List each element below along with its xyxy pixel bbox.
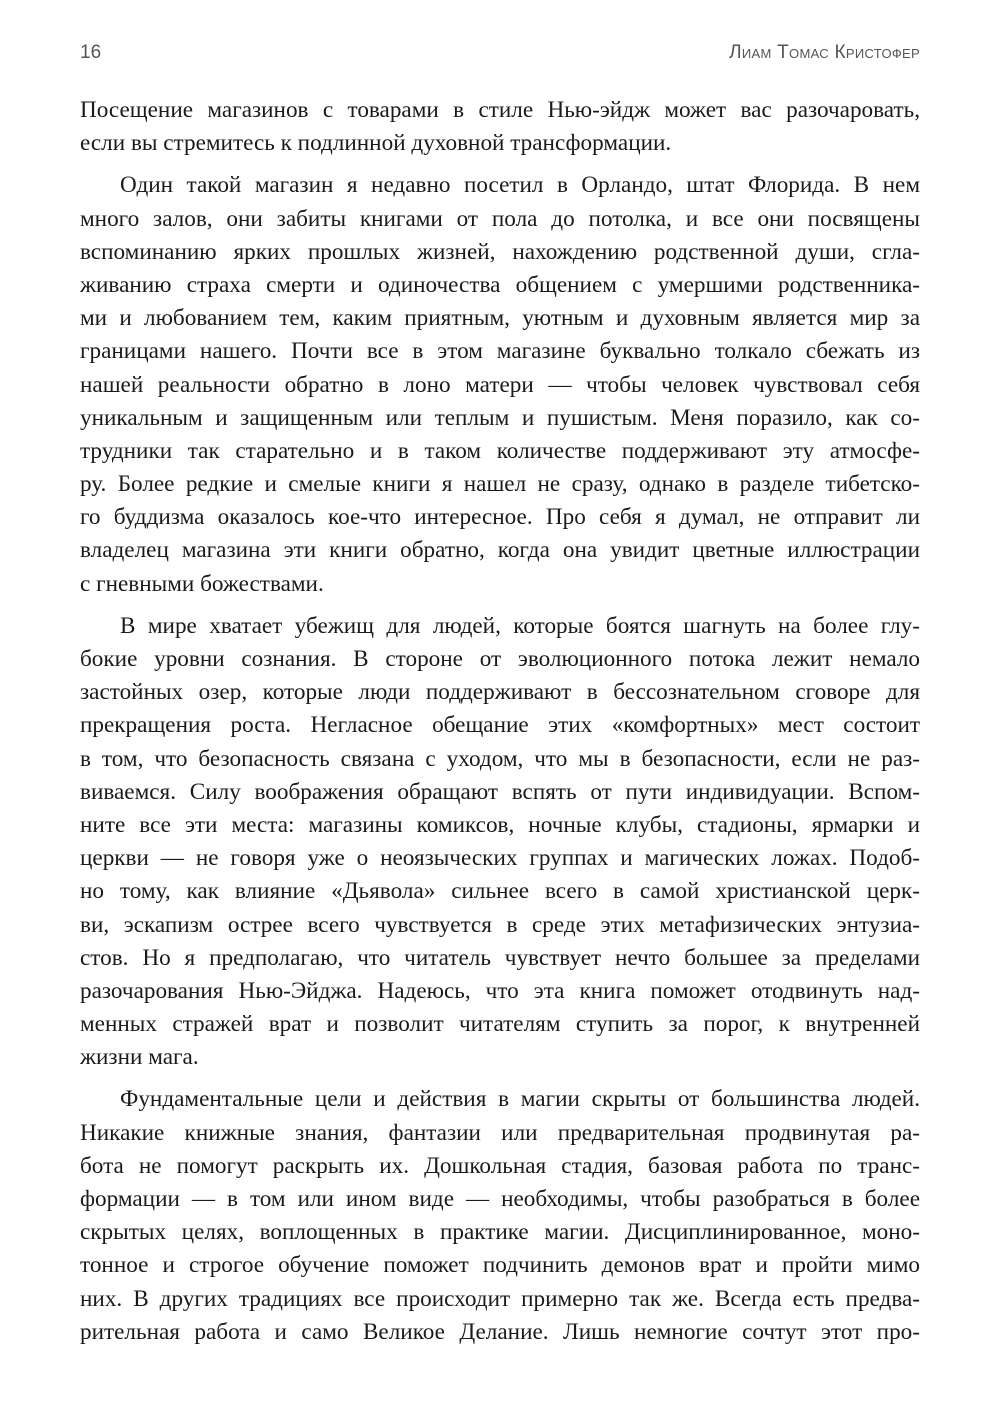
text-line: жизни мага. [80, 1044, 199, 1071]
text-line: застойных озер, которые люди поддерживают в бессознательном сговоре для [80, 679, 920, 706]
text-line: них. В других традициях все происходит примерно так же. Всегда есть предва- [80, 1285, 920, 1312]
text-line: нашей реальности обратно в лоно матери — чтобы человек чувствовал себя [80, 371, 920, 398]
text-line: менных стражей врат и позволит читателям ступить за порог, к внутренней [80, 1011, 920, 1038]
text-line: если вы стремитесь к подлинной духовной трансформации. [80, 130, 672, 157]
text-line: В мире хватает убежищ для людей, которые боятся шагнуть на более глу- [120, 612, 920, 639]
page-number: 16 [80, 42, 102, 63]
text-line: Никакие книжные знания, фантазии или предварительная продвинутая ра- [80, 1119, 920, 1146]
text-line: скрытых целях, воплощенных в практике магии. Дисциплинированное, моно- [80, 1219, 920, 1246]
text-line: с гневными божествами. [80, 570, 324, 597]
text-line: трудники так старательно и в таком количестве поддерживают эту атмосфе- [80, 437, 920, 464]
text-line: но тому, как влияние «Дьявола» сильнее всего в самой христианской церк- [80, 878, 920, 905]
text-line: стов. Но я предполагаю, что читатель чувствует нечто большее за пределами [80, 944, 920, 971]
text-line: тонное и строгое обучение поможет подчинить демонов врат и пройти мимо [80, 1252, 920, 1279]
text-line: вспоминанию ярких прошлых жизней, нахождению родственной души, сгла- [80, 238, 920, 265]
text-line: Посещение магазинов с товарами в стиле Нью-эйдж может вас разочаровать, [80, 97, 920, 123]
text-line: владелец магазина эти книги обратно, когда она увидит цветные иллюстрации [80, 537, 920, 564]
page-body [80, 94, 920, 1358]
paragraph [80, 94, 920, 160]
text-line: ми и любованием тем, каким приятным, уютным и духовным является мир за [80, 305, 920, 332]
text-line: ви, эскапизм острее всего чувствуется в среде этих метафизических энтузиа- [80, 911, 920, 938]
text-line: рительная работа и само Великое Делание. Лишь немногие сочтут этот про- [80, 1318, 920, 1345]
running-head: Лиам Томас Кристофер [729, 42, 920, 63]
paragraph [80, 169, 920, 600]
paragraph [80, 1083, 920, 1349]
paragraph [80, 610, 920, 1075]
text-line: бокие уровни сознания. В стороне от эволюционного потока лежит немало [80, 646, 920, 672]
text-line: церкви — не говоря уже о неоязыческих группах и магических ложах. Подоб- [80, 845, 920, 872]
text-line: Один такой магазин я недавно посетил в Орландо, штат Флорида. В нем [120, 172, 920, 199]
text-line: разочарования Нью-Эйджа. Надеюсь, что эта книга поможет отодвинуть над- [80, 977, 920, 1004]
text-line: го буддизма оказалось кое-что интересное. Про себя я думал, не отправит ли [80, 504, 920, 531]
text-line: прекращения роста. Негласное обещание этих «комфортных» мест состоит [80, 712, 920, 739]
text-line: формации — в том или ином виде — необходимы, чтобы разобраться в более [80, 1186, 920, 1212]
text-line: виваемся. Силу воображения обращают вспять от пути индивидуации. Вспом- [80, 778, 920, 805]
text-line: много залов, они забиты книгами от пола до потолка, и все они посвящены [80, 205, 920, 232]
text-line: границами нашего. Почти все в этом магазине буквально толкало сбежать из [80, 338, 920, 365]
text-line: ните все эти места: магазины комиксов, ночные клубы, стадионы, ярмарки и [80, 811, 920, 838]
text-line: ру. Более редкие и смелые книги я нашел не сразу, однако в разделе тибетско- [80, 471, 920, 498]
text-line: в том, что безопасность связана с уходом, что мы в безопасности, если не раз- [80, 745, 920, 772]
text-line: живанию страха смерти и одиночества общением с умершими родственника- [80, 271, 920, 298]
text-line: бота не помогут раскрыть их. Дошкольная стадия, базовая работа по транс- [80, 1152, 920, 1179]
text-line: уникальным и защищенным или теплым и пушистым. Меня поразило, как со- [80, 404, 920, 431]
text-line: Фундаментальные цели и действия в магии скрыты от большинства людей. [120, 1086, 920, 1113]
